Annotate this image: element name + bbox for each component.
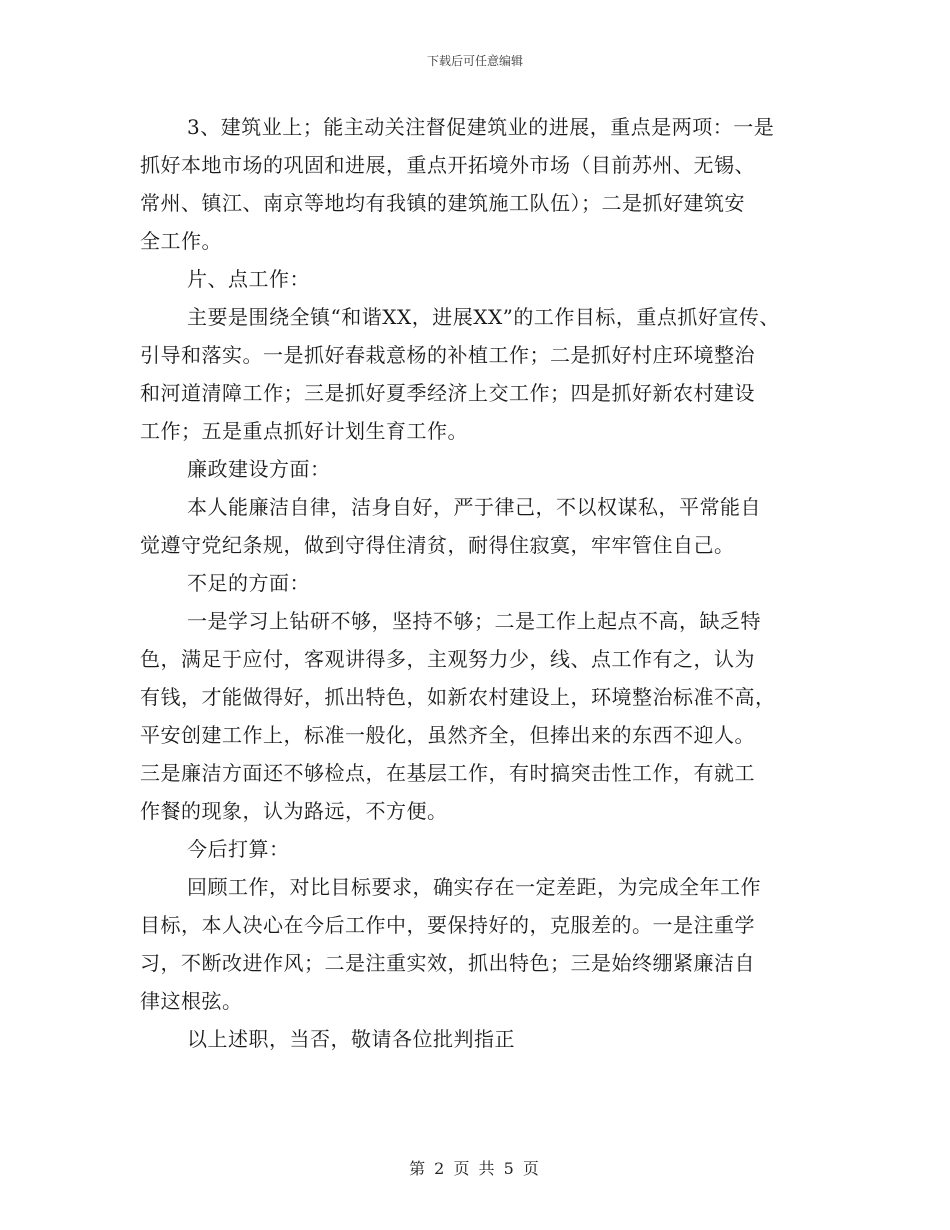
section-heading: 片、点工作：: [187, 267, 310, 291]
paragraph-line: 平安创建工作上，标准一般化，虽然齐全，但捧出来的东西不迎人。: [140, 723, 755, 747]
paragraph-line: 目标，本人决心在今后工作中，要保持好的，克服差的。一是注重学: [140, 913, 755, 937]
paragraph-line: 全工作。: [140, 229, 222, 253]
paragraph-line: 回顾工作，对比目标要求，确实存在一定差距，为完成全年工作: [187, 875, 761, 899]
page-number: 第 2 页 共 5 页: [409, 1159, 541, 1178]
paragraph-line: 色，满足于应付，客观讲得多，主观努力少，线、点工作有之，认为: [140, 647, 755, 671]
paragraph-line: 主要是围绕全镇“和谐XX，进展XX”的工作目标，重点抓好宣传、: [187, 305, 780, 329]
paragraph-line: 工作；五是重点抓好计划生育工作。: [140, 419, 468, 443]
paragraph-line: 本人能廉洁自律，洁身自好，严于律己，不以权谋私，平常能自: [187, 495, 761, 519]
paragraph-line: 律这根弦。: [140, 989, 243, 1013]
paragraph-line: 引导和落实。一是抓好春栽意杨的补植工作；二是抓好村庄环境整治: [140, 343, 755, 367]
paragraph-line: 有钱，才能做得好，抓出特色，如新农村建设上，环境整治标准不高，: [140, 685, 776, 709]
section-heading: 不足的方面：: [187, 571, 310, 595]
closing-line: 以上述职，当否，敬请各位批判指正: [187, 1027, 515, 1051]
paragraph-line: 一是学习上钻研不够，坚持不够；二是工作上起点不高，缺乏特: [187, 609, 761, 633]
paragraph-line: 常州、镇江、南京等地均有我镇的建筑施工队伍）；二是抓好建筑安: [140, 191, 745, 215]
section-heading: 廉政建设方面：: [187, 457, 331, 481]
paragraph-line: 习，不断改进作风；二是注重实效，抓出特色；三是始终绷紧廉洁自: [140, 951, 755, 975]
paragraph-line: 觉遵守党纪条规，做到守得住清贫，耐得住寂寞，牢牢管住自己。: [140, 533, 735, 557]
section-heading: 今后打算：: [187, 837, 290, 861]
page-header: 下载后可任意编辑: [426, 54, 523, 68]
paragraph-line: 和河道清障工作；三是抓好夏季经济上交工作；四是抓好新农村建设: [140, 381, 755, 405]
paragraph-line: 三是廉洁方面还不够检点，在基层工作，有时搞突击性工作，有就工: [140, 761, 755, 785]
paragraph-line: 抓好本地市场的巩固和进展，重点开拓境外市场（目前苏州、无锡、: [140, 153, 755, 177]
paragraph-line: 作餐的现象，认为路远，不方便。: [140, 799, 448, 823]
paragraph-line: 3、建筑业上；能主动关注督促建筑业的进展，重点是两项：一是: [187, 115, 775, 139]
